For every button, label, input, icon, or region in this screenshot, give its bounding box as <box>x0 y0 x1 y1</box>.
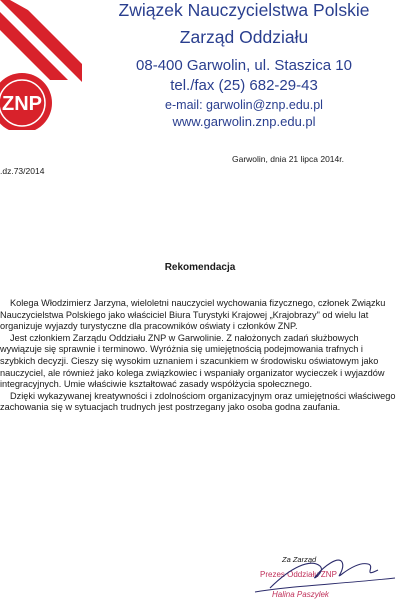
place-date: Garwolin, dnia 21 lipca 2014r. <box>232 154 344 164</box>
signature-block <box>0 548 400 600</box>
paragraph-1: Kolega Włodzimierz Jarzyna, wieloletni nauczyciel wychowania fizycznego, członek Związku Nauczycielstwa Polskiego jako właściciel Biura Turystyki Krajowej „Krajobrazy" od wielu lat organizuje wyjazdy turystyczne dla pracowników oświaty i członków ZNP. <box>0 298 386 332</box>
letter-body <box>0 298 400 414</box>
org-name-line1: Związek Nauczycielstwa Polskie <box>118 0 370 20</box>
email-address: e-mail: garwolin@znp.edu.pl <box>165 98 323 112</box>
street-address: 08-400 Garwolin, ul. Staszica 10 <box>136 57 352 74</box>
stamp-title: Prezes Oddziału ZNP <box>260 570 337 579</box>
paragraph-2: Jest członkiem Zarządu Oddziału ZNP w Garwolinie. Z nałożonych zadań służbowych wywiązuje się sprawnie i terminowo. Wyróżnia się umiejętnością podejmowania trafnych i szybkich decyzji. Cieszy się wysokim uznaniem i szacunkiem w środowisku oświatowym jako nauczyciel, ale również jako kolega związkowiec i wspaniały organizator wycieczek i wyjazdów integracyjnych. Umie właściwie kształtować zasady współżycia społecznego. <box>0 332 385 390</box>
stamp-name: Halina Paszylek <box>272 590 329 599</box>
handwritten-signature <box>250 548 400 600</box>
org-name-line2: Zarząd Oddziału <box>179 27 309 47</box>
reference-number: .dz.73/2014 <box>0 166 45 176</box>
phone-number: tel./fax (25) 682-29-43 <box>170 77 318 94</box>
znp-logo-icon <box>0 0 82 130</box>
znp-logo <box>0 0 82 130</box>
letter-title: Rekomendacja <box>164 262 236 273</box>
website: www.garwolin.znp.edu.pl <box>172 114 316 129</box>
signature-label: Za Zarząd <box>282 555 317 564</box>
logo-text: ZNP <box>2 93 42 115</box>
paragraph-3: Dzięki wykazywanej kreatywności i zdolnościom organizacyjnym oraz umiejętności właściwego zachowania się w sytuacjach trudnych jest postrzegany jako osoba godna zaufania. <box>0 390 396 413</box>
